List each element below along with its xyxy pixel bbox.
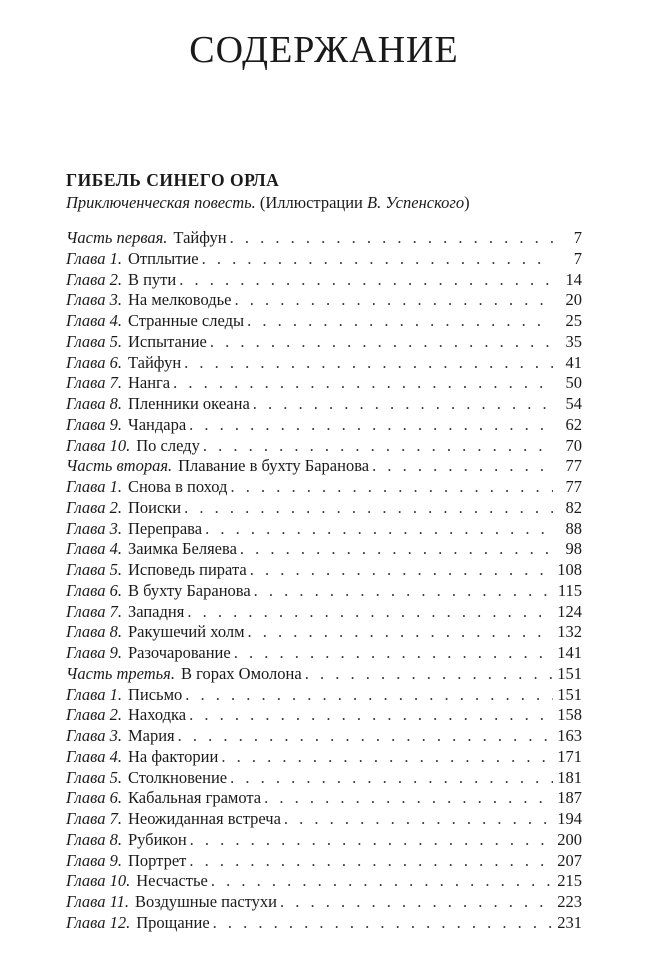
toc-entry-label: Часть первая. bbox=[66, 228, 168, 247]
toc-entry-page: 181 bbox=[557, 767, 582, 787]
toc-entry-label: Глава 6. bbox=[66, 580, 122, 600]
toc-entry-title: Исповедь пирата bbox=[127, 560, 247, 579]
toc-entry-title: Ракушечий холм bbox=[127, 622, 245, 642]
toc-entry-label: Глава 2. bbox=[66, 269, 122, 289]
dot-leader bbox=[184, 498, 553, 519]
toc-entry-label: Глава 5. bbox=[66, 560, 122, 579]
toc-entry-title: Портрет bbox=[127, 850, 187, 870]
toc-entry-label: Глава 6. bbox=[66, 788, 122, 808]
dot-leader bbox=[240, 539, 553, 560]
toc-entry-title: В бухту Баранова bbox=[127, 580, 251, 600]
toc-entry-label: Глава 8. bbox=[66, 829, 122, 849]
book-subtitle bbox=[66, 193, 470, 213]
dot-leader bbox=[202, 249, 553, 270]
toc-entry-title: Неожиданная встреча bbox=[127, 809, 281, 828]
toc-entry-page: 7 bbox=[573, 228, 582, 247]
dot-leader bbox=[173, 373, 553, 394]
dot-leader bbox=[372, 456, 553, 477]
toc-entry-label: Глава 10. bbox=[66, 435, 131, 455]
toc-entry[interactable] bbox=[66, 664, 582, 685]
toc-entry[interactable] bbox=[66, 373, 582, 394]
toc-entry-title: Нанга bbox=[127, 373, 171, 393]
toc-entry-page: 163 bbox=[557, 726, 582, 745]
toc-entry-title: Письмо bbox=[127, 684, 183, 704]
toc-entry-label: Глава 8. bbox=[66, 394, 122, 413]
dot-leader bbox=[184, 353, 553, 374]
toc-entry[interactable] bbox=[66, 871, 582, 892]
toc-entry[interactable] bbox=[66, 519, 582, 540]
toc-entry[interactable] bbox=[66, 892, 582, 913]
toc-entry-page: 25 bbox=[565, 311, 582, 330]
toc-entry-label: Глава 3. bbox=[66, 518, 122, 538]
toc-entry[interactable] bbox=[66, 539, 582, 560]
toc-entry-page: 194 bbox=[557, 809, 582, 828]
toc-entry[interactable] bbox=[66, 685, 582, 706]
toc-entry-page: 20 bbox=[565, 290, 582, 310]
toc-entry[interactable] bbox=[66, 477, 582, 498]
toc-entry[interactable] bbox=[66, 332, 582, 353]
dot-leader bbox=[203, 436, 553, 457]
toc-entry[interactable] bbox=[66, 581, 582, 602]
toc-entry-label: Глава 9. bbox=[66, 643, 122, 662]
toc-entry-page: 215 bbox=[557, 871, 582, 891]
toc-entry-title: Отплытие bbox=[127, 248, 199, 268]
toc-entry-title: На фактории bbox=[127, 746, 219, 766]
toc-entry-page: 62 bbox=[565, 414, 582, 434]
dot-leader bbox=[179, 270, 553, 291]
toc-entry[interactable] bbox=[66, 436, 582, 457]
dot-leader bbox=[250, 560, 553, 581]
toc-entry-label: Глава 11. bbox=[66, 892, 129, 911]
illus-prefix: (Иллюстрации bbox=[259, 193, 363, 212]
toc-entry-page: 132 bbox=[557, 622, 582, 642]
dot-leader bbox=[248, 622, 553, 643]
toc-entry-label: Глава 5. bbox=[66, 331, 122, 351]
toc-entry-label: Глава 6. bbox=[66, 352, 122, 372]
toc-entry-title: Переправа bbox=[127, 518, 203, 538]
toc-entry[interactable] bbox=[66, 809, 582, 830]
toc-entry-title: Странные следы bbox=[127, 311, 245, 330]
toc-entry-label: Часть вторая. bbox=[66, 456, 173, 476]
toc-entry-page: 171 bbox=[557, 746, 582, 766]
toc-entry-label: Глава 2. bbox=[66, 497, 122, 517]
page-title: СОДЕРЖАНИЕ bbox=[189, 29, 459, 71]
toc-entry-page: 77 bbox=[565, 456, 582, 476]
toc-entry-page: 207 bbox=[557, 850, 582, 870]
toc-entry-page: 35 bbox=[565, 331, 582, 351]
toc-entry[interactable] bbox=[66, 415, 582, 436]
toc-entry-page: 151 bbox=[557, 663, 582, 683]
dot-leader bbox=[253, 394, 553, 415]
toc-entry-title: Испытание bbox=[127, 331, 207, 351]
toc-entry-label: Глава 7. bbox=[66, 809, 122, 828]
toc-entry-label: Глава 7. bbox=[66, 373, 122, 393]
toc-entry-label: Глава 2. bbox=[66, 705, 122, 725]
toc-entry[interactable] bbox=[66, 747, 582, 768]
toc-entry-label: Глава 12. bbox=[66, 912, 131, 932]
toc-entry[interactable] bbox=[66, 768, 582, 789]
toc-entry-title: Мария bbox=[127, 726, 175, 745]
toc-entry-title: Чандара bbox=[127, 414, 187, 434]
toc-entry-page: 158 bbox=[557, 705, 582, 725]
toc-entry[interactable] bbox=[66, 705, 582, 726]
toc-entry-page: 7 bbox=[573, 248, 582, 268]
toc-entry[interactable] bbox=[66, 456, 582, 477]
toc-entry-label: Глава 3. bbox=[66, 726, 122, 745]
toc-entry-title: Западня bbox=[127, 601, 185, 621]
toc-entry[interactable] bbox=[66, 830, 582, 851]
toc-entry-page: 223 bbox=[557, 892, 582, 911]
toc-entry-title: Рубикон bbox=[127, 829, 187, 849]
toc-entry-page: 41 bbox=[565, 352, 582, 372]
toc-entry-page: 151 bbox=[557, 684, 582, 704]
toc-entry-title: В пути bbox=[127, 269, 177, 289]
toc-entry-title: Несчастье bbox=[136, 871, 208, 891]
toc-entry-page: 108 bbox=[557, 560, 582, 579]
dot-leader bbox=[280, 892, 553, 913]
book-genre: Приключенческая повесть. bbox=[66, 193, 256, 212]
toc-entry-title: Снова в поход bbox=[127, 477, 228, 496]
dot-leader bbox=[230, 477, 553, 498]
toc-entry-title: Тайфун bbox=[173, 228, 227, 247]
toc-entry[interactable] bbox=[66, 270, 582, 291]
toc-entry-title: Плавание в бухту Баранова bbox=[178, 456, 370, 476]
toc-entry-label: Глава 10. bbox=[66, 871, 131, 891]
dot-leader bbox=[234, 643, 553, 664]
dot-leader bbox=[190, 830, 553, 851]
toc-entry-page: 54 bbox=[565, 394, 582, 413]
dot-leader bbox=[189, 415, 553, 436]
table-of-contents bbox=[66, 228, 582, 934]
dot-leader bbox=[221, 747, 553, 768]
book-title: ГИБЕЛЬ СИНЕГО ОРЛА bbox=[66, 170, 280, 190]
toc-entry[interactable] bbox=[66, 228, 582, 249]
toc-entry-title: Заимка Беляева bbox=[127, 539, 237, 559]
toc-entry-title: Столкновение bbox=[127, 767, 228, 787]
dot-leader bbox=[230, 768, 553, 789]
toc-entry-page: 124 bbox=[557, 601, 582, 621]
toc-entry-page: 77 bbox=[565, 477, 582, 496]
toc-entry-title: Поиски bbox=[127, 497, 182, 517]
toc-entry-label: Глава 4. bbox=[66, 746, 122, 766]
toc-entry-title: На мелководье bbox=[127, 290, 232, 310]
toc-entry[interactable] bbox=[66, 311, 582, 332]
toc-entry-label: Глава 4. bbox=[66, 311, 122, 330]
toc-entry-page: 88 bbox=[565, 518, 582, 538]
toc-entry-label: Глава 1. bbox=[66, 477, 122, 496]
toc-entry[interactable] bbox=[66, 394, 582, 415]
toc-entry-label: Глава 1. bbox=[66, 248, 122, 268]
toc-entry-label: Глава 8. bbox=[66, 622, 122, 642]
toc-entry-title: Воздушные пастухи bbox=[134, 892, 277, 911]
toc-entry-label: Глава 7. bbox=[66, 601, 122, 621]
toc-entry-page: 98 bbox=[565, 539, 582, 559]
toc-entry-title: Пленники океана bbox=[127, 394, 250, 413]
toc-entry-page: 115 bbox=[557, 580, 582, 600]
toc-entry[interactable] bbox=[66, 353, 582, 374]
toc-entry[interactable] bbox=[66, 913, 582, 934]
toc-entry-page: 14 bbox=[565, 269, 582, 289]
toc-entry[interactable] bbox=[66, 560, 582, 581]
toc-entry[interactable] bbox=[66, 788, 582, 809]
toc-entry-label: Глава 1. bbox=[66, 684, 122, 704]
dot-leader bbox=[234, 290, 553, 311]
toc-entry-page: 231 bbox=[557, 912, 582, 932]
dot-leader bbox=[247, 311, 553, 332]
dot-leader bbox=[178, 726, 553, 747]
toc-entry-page: 200 bbox=[557, 829, 582, 849]
toc-entry[interactable] bbox=[66, 602, 582, 623]
toc-entry-page: 70 bbox=[565, 435, 582, 455]
toc-entry[interactable] bbox=[66, 249, 582, 270]
toc-entry-title: По следу bbox=[136, 435, 200, 455]
toc-entry-label: Глава 9. bbox=[66, 414, 122, 434]
toc-entry[interactable] bbox=[66, 622, 582, 643]
toc-entry-label: Глава 5. bbox=[66, 767, 122, 787]
dot-leader bbox=[189, 705, 553, 726]
toc-entry-label: Часть третья. bbox=[66, 663, 175, 683]
dot-leader bbox=[189, 851, 553, 872]
dot-leader bbox=[284, 809, 553, 830]
toc-entry[interactable] bbox=[66, 851, 582, 872]
illustrator-name: В. Успенского bbox=[367, 193, 465, 212]
toc-entry-label: Глава 9. bbox=[66, 850, 122, 870]
toc-entry-page: 50 bbox=[565, 373, 582, 393]
dot-leader bbox=[210, 332, 553, 353]
toc-entry[interactable] bbox=[66, 290, 582, 311]
dot-leader bbox=[264, 788, 553, 809]
dot-leader bbox=[305, 664, 553, 685]
illus-suffix: ) bbox=[464, 193, 470, 212]
toc-entry-page: 82 bbox=[565, 497, 582, 517]
dot-leader bbox=[213, 913, 553, 934]
dot-leader bbox=[230, 228, 553, 249]
dot-leader bbox=[187, 602, 553, 623]
toc-entry-title: Кабальная грамота bbox=[127, 788, 262, 808]
toc-entry-label: Глава 4. bbox=[66, 539, 122, 559]
toc-entry-title: Тайфун bbox=[127, 352, 182, 372]
dot-leader bbox=[254, 581, 553, 602]
dot-leader bbox=[211, 871, 553, 892]
toc-entry[interactable] bbox=[66, 726, 582, 747]
toc-entry[interactable] bbox=[66, 643, 582, 664]
toc-entry-title: Разочарование bbox=[127, 643, 231, 662]
toc-entry-label: Глава 3. bbox=[66, 290, 122, 310]
toc-entry-title: Прощание bbox=[136, 912, 210, 932]
toc-entry-page: 187 bbox=[557, 788, 582, 808]
toc-entry-page: 141 bbox=[557, 643, 582, 662]
dot-leader bbox=[185, 685, 553, 706]
toc-entry-title: В горах Омолона bbox=[180, 663, 302, 683]
toc-entry[interactable] bbox=[66, 498, 582, 519]
dot-leader bbox=[205, 519, 553, 540]
toc-entry-title: Находка bbox=[127, 705, 187, 725]
